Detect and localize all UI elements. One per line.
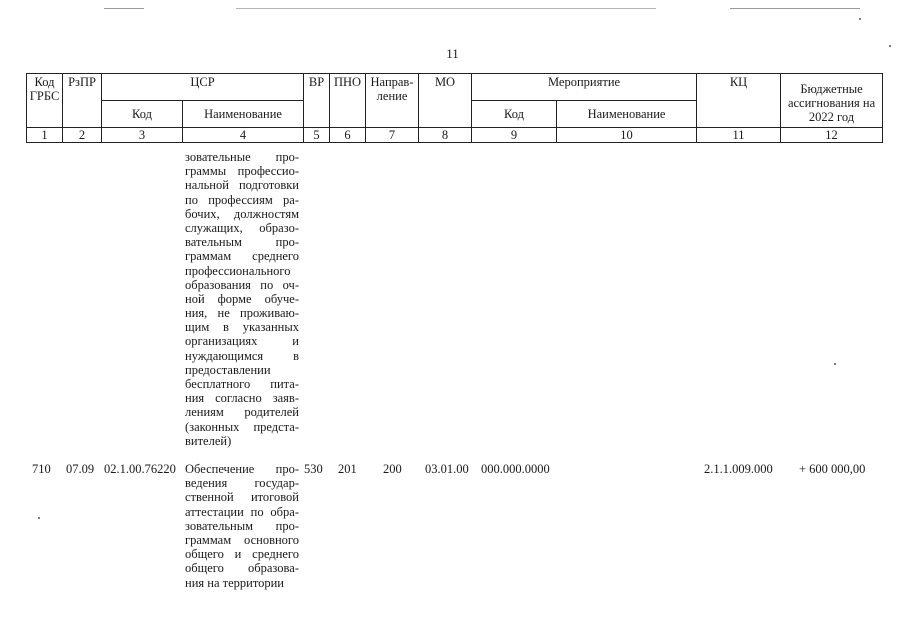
text-line: граммы профессио- xyxy=(185,164,299,179)
text-line: бочих, должностям xyxy=(185,206,299,221)
text-line: ния согласно заяв- xyxy=(185,391,299,406)
header-budget: Бюджетные ассигнования на 2022 год xyxy=(781,74,883,128)
column-number: 12 xyxy=(781,128,883,143)
header-napravlenie: Направ- ление xyxy=(366,74,419,128)
text-line: граммам основного xyxy=(185,532,299,547)
scan-artifact-line xyxy=(104,8,144,9)
row-rzpr: 07.09 xyxy=(66,462,95,476)
header-mo: МО xyxy=(419,74,472,128)
header-rzpr: РзПР xyxy=(63,74,102,128)
text-line: аттестации по обра- xyxy=(185,504,299,519)
row-csr-kod: 02.1.00.76220 xyxy=(104,462,176,476)
text-line: зовательные про- xyxy=(185,150,299,164)
header-mer-kod: Код xyxy=(472,101,557,128)
column-number: 9 xyxy=(472,128,557,143)
text-line: вителей) xyxy=(185,433,232,448)
text-line: граммам среднего xyxy=(185,249,299,264)
row-kc: 2.1.1.009.000 xyxy=(704,462,773,476)
text-line: образования по оч- xyxy=(185,277,299,292)
header-meropriyatie: Мероприятие xyxy=(472,74,697,101)
text-line: общего образова- xyxy=(185,561,299,576)
row-napravlenie: 200 xyxy=(383,462,402,476)
text-line: бесплатного пита- xyxy=(185,377,299,391)
scan-speck xyxy=(834,363,836,365)
text-line: Обеспечение про- xyxy=(185,462,299,476)
column-number: 3 xyxy=(102,128,183,143)
text-line: нуждающимся в xyxy=(185,348,299,363)
row-budget: + 600 000,00 xyxy=(799,462,866,476)
text-line: (законных предста- xyxy=(185,419,299,434)
header-pno: ПНО xyxy=(330,74,366,128)
text-line: профессионального xyxy=(185,263,291,278)
text-line: ния, не проживаю- xyxy=(185,306,299,321)
text-line: общего и среднего xyxy=(185,547,299,562)
text-line: ведения государ- xyxy=(185,476,299,491)
text-line: организациях и xyxy=(185,334,299,349)
text-line: щим в указанных xyxy=(185,320,299,335)
column-number: 11 xyxy=(697,128,781,143)
row-mo: 03.01.00 xyxy=(425,462,469,476)
row-csr-name xyxy=(185,462,299,590)
row-pno: 201 xyxy=(338,462,357,476)
text-line: лениям родителей xyxy=(185,405,299,420)
page-number: 11 xyxy=(446,46,459,61)
header-kc: КЦ xyxy=(697,74,781,128)
text-line: ния на территории xyxy=(185,575,284,590)
column-number: 10 xyxy=(557,128,697,143)
column-number: 6 xyxy=(330,128,366,143)
header-csr-name: Наименование xyxy=(183,101,304,128)
budget-table-header xyxy=(26,73,883,143)
header-csr-kod: Код xyxy=(102,101,183,128)
text-line: служащих, образо- xyxy=(185,220,299,235)
column-number: 7 xyxy=(366,128,419,143)
text-line: зовательным про- xyxy=(185,518,299,533)
continued-description xyxy=(185,150,299,448)
column-number: 2 xyxy=(63,128,102,143)
text-line: ственной итоговой xyxy=(185,490,299,505)
text-line: ной форме обуче- xyxy=(185,291,299,306)
scan-speck xyxy=(38,517,40,519)
scan-speck xyxy=(859,18,861,20)
row-vr: 530 xyxy=(304,462,323,476)
column-number: 1 xyxy=(27,128,63,143)
row-kod-grbs: 710 xyxy=(32,462,51,476)
text-line: по профессиям ра- xyxy=(185,192,299,207)
header-kod-grbs: Код ГРБС xyxy=(27,74,63,128)
scan-artifact-line xyxy=(236,8,656,9)
scan-artifact-line xyxy=(730,8,860,9)
header-vr: ВР xyxy=(304,74,330,128)
column-number: 8 xyxy=(419,128,472,143)
header-csr: ЦСР xyxy=(102,74,304,101)
header-mer-name: Наименование xyxy=(557,101,697,128)
text-line: предоставлении xyxy=(185,362,271,377)
row-mer-kod: 000.000.0000 xyxy=(481,462,550,476)
column-number: 4 xyxy=(183,128,304,143)
text-line: нальной подготовки xyxy=(185,178,299,193)
text-line: вательным про- xyxy=(185,235,299,250)
column-number: 5 xyxy=(304,128,330,143)
